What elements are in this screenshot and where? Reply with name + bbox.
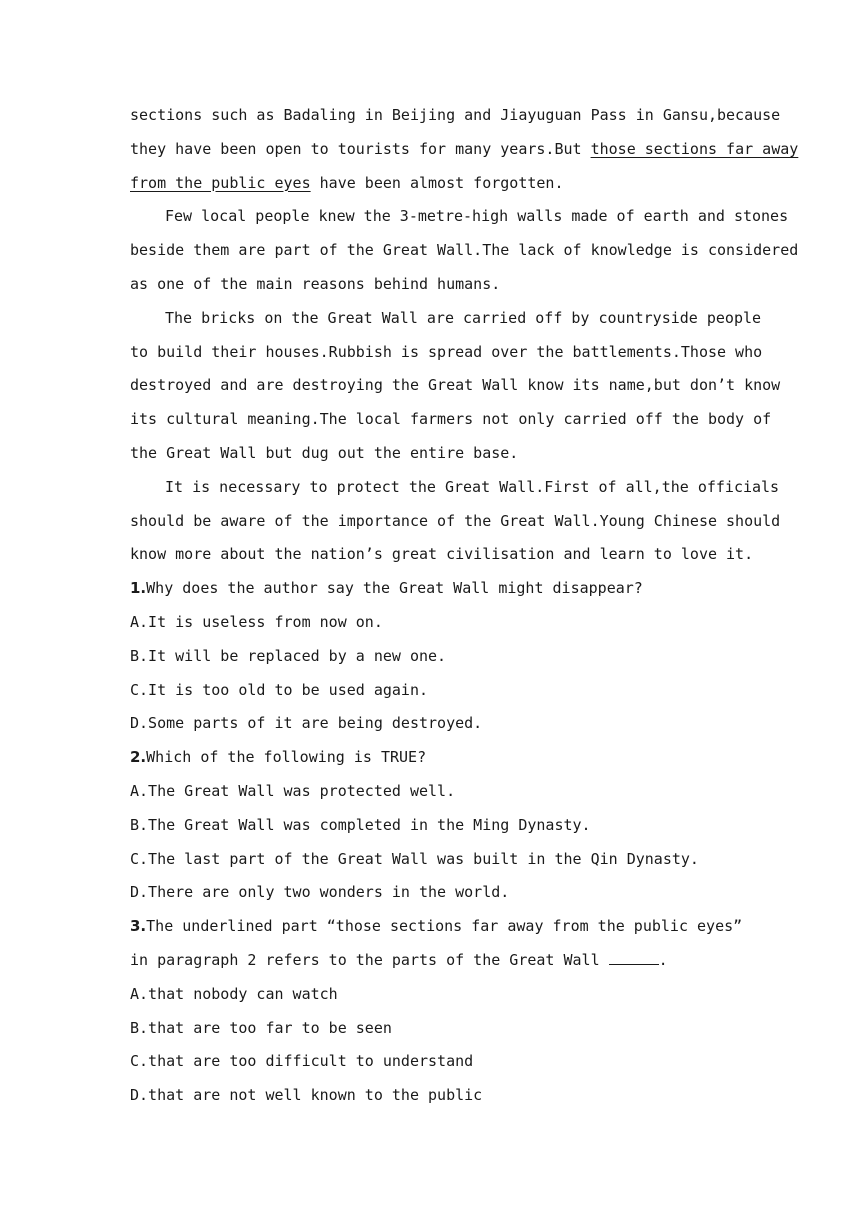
passage-line: to build their houses.Rubbish is spread over the battlements.Those who xyxy=(130,342,763,361)
passage-line xyxy=(130,133,799,167)
question-text: . xyxy=(658,950,668,969)
answer-option: C.It is too old to be used again. xyxy=(130,680,429,699)
question-text: Why does the author say the Great Wall might disappear? xyxy=(146,579,643,598)
passage-line: destroyed and are destroying the Great Wall know its name,but don’t know xyxy=(130,376,781,395)
question-stem xyxy=(130,741,730,775)
answer-option: B.that are too far to be seen xyxy=(130,1018,392,1037)
question-stem xyxy=(130,910,743,944)
passage-line: Few local people knew the 3-metre-high walls made of earth and stones xyxy=(165,207,789,226)
passage-line: the Great Wall but dug out the entire base. xyxy=(130,443,519,462)
passage-line: The bricks on the Great Wall are carried off by countryside people xyxy=(165,308,762,327)
passage-line xyxy=(130,167,730,201)
answer-option: A.It is useless from now on. xyxy=(130,612,383,631)
question-number: 2. xyxy=(130,748,147,767)
passage-line: beside them are part of the Great Wall.The lack of knowledge is considered xyxy=(130,241,799,260)
answer-blank xyxy=(609,950,659,965)
answer-option: B.The Great Wall was completed in the Ming Dynasty. xyxy=(130,815,591,834)
answer-option: A.that nobody can watch xyxy=(130,984,338,1003)
answer-option: D.Some parts of it are being destroyed. xyxy=(130,714,483,733)
answer-option: D.that are not well known to the public xyxy=(130,1086,483,1105)
question-text: Which of the following is TRUE? xyxy=(146,748,427,767)
underlined-phrase: those sections far away xyxy=(590,139,799,158)
passage-line: as one of the main reasons behind humans. xyxy=(130,274,501,293)
answer-option: D.There are only two wonders in the world. xyxy=(130,883,510,902)
question-text: The underlined part “those sections far away from the public eyes” xyxy=(146,917,743,936)
underlined-phrase: from the public eyes xyxy=(130,173,311,192)
document-page xyxy=(130,99,799,1113)
question-number: 3. xyxy=(130,917,147,936)
passage-text: they have been open to tourists for many years.But xyxy=(130,139,591,158)
passage-line: sections such as Badaling in Beijing and Jiayuguan Pass in Gansu,because xyxy=(130,106,781,124)
question-number: 1. xyxy=(130,579,147,598)
answer-option: B.It will be replaced by a new one. xyxy=(130,646,447,665)
passage-text: have been almost forgotten. xyxy=(310,173,564,192)
answer-option: A.The Great Wall was protected well. xyxy=(130,781,456,800)
passage-line: its cultural meaning.The local farmers not only carried off the body of xyxy=(130,410,772,429)
answer-option: C.The last part of the Great Wall was built in the Qin Dynasty. xyxy=(130,849,699,868)
passage-line: should be aware of the importance of the Great Wall.Young Chinese should xyxy=(130,511,781,530)
passage-line: know more about the nation’s great civilisation and learn to love it. xyxy=(130,545,754,564)
passage-line: It is necessary to protect the Great Wall.First of all,the officials xyxy=(165,477,780,496)
question-stem-continued xyxy=(130,944,730,978)
answer-option: C.that are too difficult to understand xyxy=(130,1052,474,1071)
question-text: in paragraph 2 refers to the parts of the Great Wall xyxy=(130,950,609,969)
question-stem xyxy=(130,572,730,606)
